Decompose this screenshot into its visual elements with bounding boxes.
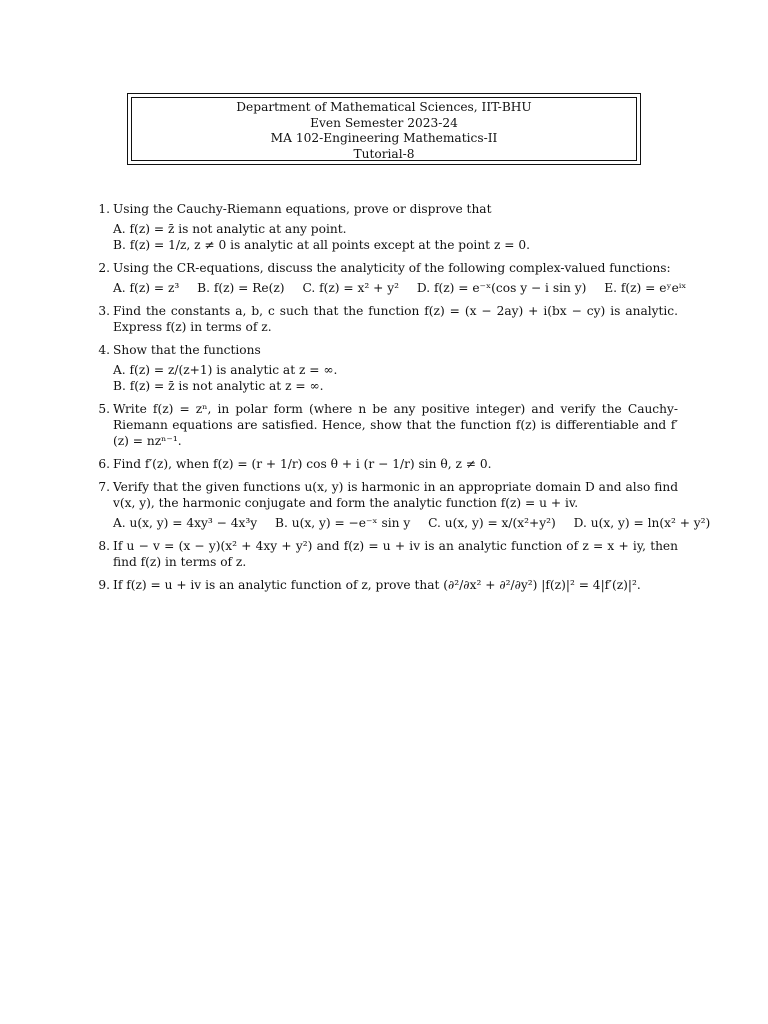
problem-text: Find f′(z), when f(z) = (r + 1/r) cos θ + i (r − 1/r) sin θ, z ≠ 0. — [113, 457, 492, 471]
option-b: B. f(z) = Re(z) — [197, 281, 285, 295]
option-a: A. f(z) = z³ — [113, 281, 180, 295]
option-b: B. u(x, y) = −e⁻ˣ sin y — [275, 516, 411, 530]
problem-number: 8. — [98, 539, 110, 553]
problem-3 — [92, 303, 678, 335]
problem-8 — [92, 538, 678, 570]
problem-5 — [92, 401, 678, 449]
problem-7 — [92, 479, 711, 531]
problem-text: If u − v = (x − y)(x² + 4xy + y²) and f(z) = u + iv is an analytic function of z = x + iy, then find f(z) in terms of z. — [113, 539, 678, 569]
header-department: Department of Mathematical Sciences, IIT-BHU — [236, 100, 532, 114]
problem-number: 7. — [98, 480, 110, 494]
problem-number: 2. — [98, 261, 110, 275]
header-semester: Even Semester 2023-24 — [310, 115, 458, 130]
subitem-b: B. f(z) = 1/z, z ≠ 0 is analytic at all points except at the point z = 0. — [113, 238, 530, 252]
header-course: MA 102-Engineering Mathematics-II — [270, 131, 498, 146]
problem-text: Using the Cauchy-Riemann equations, prove or disprove that — [113, 202, 492, 216]
header-inner-border — [131, 97, 637, 161]
problem-list — [92, 201, 711, 600]
problem-subitems — [113, 362, 678, 394]
problem-4 — [92, 342, 678, 394]
subitem-a: A. f(z) = z̄ is not analytic at any point. — [113, 222, 347, 236]
option-c: C. f(z) = x² + y² — [302, 281, 399, 295]
problem-subitems — [113, 221, 678, 253]
problem-text: Find the constants a, b, c such that the function f(z) = (x − 2ay) + i(bx − cy) is analytic. Express f(z) in terms of z. — [113, 304, 678, 334]
problem-number: 6. — [98, 457, 110, 471]
problem-text: Using the CR-equations, discuss the analyticity of the following complex-valued functions: — [113, 261, 671, 275]
problem-number: 5. — [98, 402, 110, 416]
problem-options — [113, 515, 711, 531]
header-box — [127, 93, 641, 165]
problem-6 — [92, 456, 678, 472]
problem-2 — [92, 260, 687, 296]
option-d: D. u(x, y) = ln(x² + y²) — [573, 516, 711, 530]
header-tutorial: Tutorial-8 — [353, 146, 415, 161]
problem-text: Show that the functions — [113, 343, 261, 357]
problem-text: Verify that the given functions u(x, y) is harmonic in an appropriate domain D and also find v(x, y), the harmonic conjugate and form the analytic function f(z) = u + iv. — [113, 480, 678, 510]
problem-text: Write f(z) = zⁿ, in polar form (where n be any positive integer) and verify the Cauchy-Riemann equations are satisfied. Hence, show that the function f(z) is differentiable and f′(z) = nzⁿ⁻¹. — [113, 402, 678, 448]
subitem-a: A. f(z) = z/(z+1) is analytic at z = ∞. — [113, 363, 338, 377]
problem-text: If f(z) = u + iv is an analytic function of z, prove that (∂²/∂x² + ∂²/∂y²) |f(z)|² = 4|f′(z)|². — [113, 578, 641, 592]
problem-9 — [92, 577, 678, 593]
option-c: C. u(x, y) = x/(x²+y²) — [428, 516, 556, 530]
problem-number: 3. — [98, 304, 110, 318]
subitem-b: B. f(z) = z̄ is not analytic at z = ∞. — [113, 379, 324, 393]
problem-1 — [92, 201, 678, 253]
option-e: E. f(z) = eʸeⁱˣ — [604, 281, 687, 295]
problem-options — [113, 280, 687, 296]
problem-number: 1. — [98, 202, 110, 216]
option-d: D. f(z) = e⁻ˣ(cos y − i sin y) — [416, 281, 587, 295]
problem-number: 9. — [98, 578, 110, 592]
option-a: A. u(x, y) = 4xy³ − 4x³y — [113, 516, 258, 530]
problem-number: 4. — [98, 343, 110, 357]
